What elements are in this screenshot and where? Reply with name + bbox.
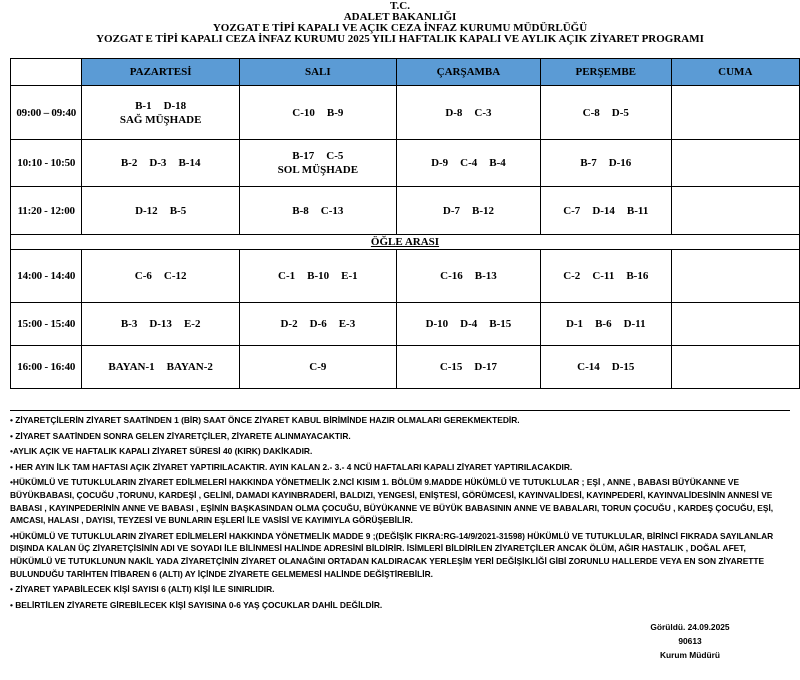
time-slot-row (11, 187, 800, 235)
schedule-cell (82, 187, 239, 235)
time-slot-label: 09:00 – 09:40 (11, 86, 82, 140)
time-slot-row (11, 140, 800, 187)
ward-code: D-4 (460, 318, 478, 330)
ward-code: B-2 (120, 157, 138, 169)
ward-code: B-15 (489, 318, 512, 330)
lunch-row (11, 235, 800, 250)
ward-list (541, 360, 671, 374)
schedule-cell (540, 303, 671, 346)
ward-list (82, 156, 238, 170)
header-line-tc: T.C. (390, 0, 410, 12)
rule-note: • HER AYIN İLK TAM HAFTASI AÇIK ZİYARET YAPTIRILACAKTIR. AYIN KALAN 2.- 3.- 4 NCÜ HAFTALARI KAPALI ZİYARET YAPTIRILACAKDIR. (10, 461, 573, 472)
schedule-cell (396, 303, 540, 346)
ward-code: B-5 (169, 204, 187, 217)
approval-date: Görüldü. 24.09.2025 (650, 622, 730, 632)
schedule-cell (396, 250, 540, 303)
schedule-cell (540, 187, 671, 235)
ward-code: B-6 (595, 318, 612, 330)
ward-code: D-1 (565, 318, 584, 330)
ward-code: D-13 (149, 318, 172, 330)
ward-list (240, 317, 396, 331)
divider (10, 410, 790, 411)
schedule-cell (239, 140, 396, 187)
corner-cell (11, 59, 82, 86)
time-slot-label: 14:00 - 14:40 (11, 250, 82, 303)
ward-code: B-11 (626, 204, 649, 217)
ward-code: D-6 (309, 318, 327, 330)
schedule-cell (540, 86, 671, 140)
day-header: ÇARŞAMBA (396, 59, 540, 86)
time-slot-row (11, 250, 800, 303)
time-slot-row (11, 346, 800, 389)
time-slot-label: 11:20 - 12:00 (11, 187, 82, 235)
schedule-cell (540, 250, 671, 303)
ward-code: C-11 (592, 270, 615, 282)
schedule-cell (396, 86, 540, 140)
ward-code: B-10 (307, 270, 330, 282)
rule-note: • ZİYARETÇİLERİN ZİYARET SAATİNDEN 1 (BİR) SAAT ÖNCE ZİYARET KABUL BİRİMİNDE HAZIR OLMALARI GEREKMEKTEDİR. (10, 415, 520, 425)
observation-label: SAĞ MÜŞHADE (119, 113, 202, 126)
ward-code: E-2 (183, 318, 201, 330)
ward-code: C-16 (440, 270, 463, 282)
schedule-cell (239, 187, 396, 235)
ward-list (541, 106, 671, 120)
ward-code: C-3 (474, 106, 492, 119)
ward-list (397, 360, 540, 374)
schedule-cell (82, 140, 239, 187)
time-slot-label: 15:00 - 15:40 (11, 303, 82, 346)
ward-list (541, 269, 671, 283)
ward-code: D-14 (592, 204, 615, 217)
schedule-cell (396, 346, 540, 389)
schedule-cell (671, 86, 799, 140)
schedule-cell (82, 346, 239, 389)
time-slot-row (11, 303, 800, 346)
ward-code: D-7 (442, 204, 460, 217)
ward-code: B-17 (292, 150, 315, 162)
schedule-cell (82, 86, 239, 140)
ward-code: C-13 (320, 204, 344, 217)
ward-code: C-7 (563, 204, 581, 217)
ward-code: C-5 (326, 150, 344, 162)
ward-code: C-4 (460, 157, 478, 169)
schedule-cell (239, 86, 396, 140)
ward-list (240, 149, 396, 163)
schedule-cell (540, 140, 671, 187)
schedule-cell (239, 250, 396, 303)
ward-code: C-8 (582, 106, 600, 119)
ward-code: D-2 (280, 318, 298, 330)
ward-code: B-16 (626, 270, 649, 282)
ward-code: C-10 (292, 106, 315, 119)
schedule-cell (239, 346, 396, 389)
ward-list (397, 317, 540, 331)
ward-code: D-17 (474, 361, 498, 373)
schedule-cell (396, 140, 540, 187)
schedule-cell (671, 303, 799, 346)
ward-code: B-13 (474, 270, 497, 282)
ward-list (82, 317, 238, 331)
ward-code: B-9 (326, 106, 344, 119)
rule-note: • ZİYARET YAPABİLECEK KİŞİ SAYISI 6 (ALTI) KİŞİ İLE SINIRLIDIR. (10, 584, 275, 595)
schedule-cell (671, 187, 799, 235)
ward-code: B-14 (178, 157, 201, 169)
ward-code: C-2 (563, 270, 581, 282)
day-header-row (11, 59, 800, 86)
ward-code: C-1 (278, 270, 296, 282)
ward-code: BAYAN-2 (166, 361, 213, 373)
day-header: PAZARTESİ (82, 59, 239, 86)
ward-code: C-6 (134, 270, 152, 282)
ward-list (82, 99, 238, 113)
ward-code: B-12 (471, 204, 494, 217)
ward-list (82, 204, 238, 218)
header-line-institution: YOZGAT E TİPİ KAPALI VE AÇIK CEZA İNFAZ KURUMU MÜDÜRLÜĞÜ (212, 22, 588, 34)
header-line-program-title: YOZGAT E TİPİ KAPALI CEZA İNFAZ KURUMU 2025 YILI HAFTALIK KAPALI VE AYLIK AÇIK ZİYARET PROGRAMI (96, 33, 704, 45)
schedule-cell (671, 140, 799, 187)
ward-list (240, 360, 396, 374)
ward-code: D-12 (135, 204, 158, 217)
ward-code: B-3 (120, 318, 138, 330)
lunch-break-cell (11, 235, 800, 250)
ward-list (240, 269, 396, 283)
ward-code: BAYAN-1 (108, 361, 155, 373)
document-header (0, 0, 800, 45)
header-line-ministry: ADALET BAKANLIĞI (343, 11, 457, 23)
day-header: CUMA (671, 59, 799, 86)
ward-code: D-18 (163, 99, 187, 112)
ward-list (397, 106, 540, 120)
schedule-cell (396, 187, 540, 235)
ward-list (541, 317, 671, 331)
ward-code: E-3 (338, 318, 356, 330)
ward-code: B-7 (580, 157, 597, 169)
ward-list (397, 204, 540, 218)
visit-schedule-table (10, 58, 800, 389)
schedule-cell (671, 250, 799, 303)
rule-note: •HÜKÜMLÜ VE TUTUKLULARIN ZİYARET EDİLMELERİ HAKKINDA YÖNETMELİK 2.NCİ KISIM 1. BÖLÜM 9.MADDE HÜKÜMLÜ VE TUTUKLULAR ; EŞİ , ANNE , BABASI BÜYÜKANNE VE BÜYÜKBABASI, ÇOCUĞU ,TORUNU, KARDEŞİ , GELİNİ, DAMADI KAYINBRADERİ, BALDIZI, YENGESİ, ENİŞTESİ, GÖRÜMCESİ, KAYINVALİDESİ, KAYINPEDERİ, KAYINVALİDESİNİN ANNESİ VE BABASI , KAYINPEDERİNİN ANNE VE BABASI , EŞİNİN BAŞKASINDAN OLMA ÇOCUĞU, BÜYÜKANNE VE BÜYÜK BABASININ ANNE VE BABALARI, TORUN ÇOCUĞU , KARDEŞ ÇOCUĞU, EŞİ, AMCASI, HALASI , DAYISI, TEYZESİ VE BUNLARIN EŞLERİ İLE VASİSİ VE KAYIMIYLA GÖRÜŞEBİLİR. (10, 477, 774, 526)
ward-list (240, 106, 396, 120)
ward-code: D-16 (608, 157, 632, 169)
ward-code: D-9 (431, 157, 449, 169)
observation-label: SOL MÜŞHADE (277, 164, 359, 176)
schedule-cell (671, 346, 799, 389)
ward-code: D-8 (445, 106, 463, 119)
ward-list (541, 204, 671, 218)
ward-code: D-5 (611, 106, 629, 119)
day-header: SALI (239, 59, 396, 86)
ward-code: D-10 (425, 318, 449, 330)
ward-code: D-11 (623, 318, 646, 330)
schedule-cell (239, 303, 396, 346)
ward-code: C-14 (577, 361, 600, 373)
ward-list (397, 156, 540, 170)
ward-code: B-4 (489, 157, 506, 169)
day-header: PERŞEMBE (540, 59, 671, 86)
rule-note: • ZİYARET SAATİNDEN SONRA GELEN ZİYARETÇİLER, ZİYARETE ALINMAYACAKTIR. (10, 430, 351, 441)
afternoon-slots (11, 250, 800, 389)
ward-code: D-3 (149, 157, 167, 169)
rule-note: • BELİRTİLEN ZİYARETE GİREBİLECEK KİŞİ SAYISINA 0-6 YAŞ ÇOCUKLAR DAHİL DEĞİLDİR. (10, 599, 383, 610)
ward-list (82, 360, 238, 374)
ward-code: E-1 (341, 270, 358, 282)
morning-slots (11, 86, 800, 235)
ward-list (240, 204, 396, 218)
ward-code: C-9 (309, 361, 327, 373)
schedule-cell (540, 346, 671, 389)
rule-note: •AYLIK AÇIK VE HAFTALIK KAPALI ZİYARET SÜRESİ 40 (KIRK) DAKİKADIR. (10, 446, 313, 457)
schedule-cell (82, 250, 239, 303)
approval-number: 90613 (678, 636, 702, 646)
time-slot-row (11, 86, 800, 140)
ward-code: B-8 (292, 204, 309, 217)
rule-note: •HÜKÜMLÜ VE TUTUKLULARIN ZİYARET EDİLMELERİ HAKKINDA YÖNETMELİK MADDE 9 ;(DEĞİŞİK FIKRA:RG-14/9/2021-31598) HÜKÜMLÜ VE TUTUKLULAR, BİRİNCİ FIKRADA SAYILANLAR DIŞINDA KALAN ÜÇ ZİYARETÇİSİNİN ADI VE SOYADI İLE BİLİNMESİ HALİNDE ADRESİNİ BİLDİRİR. İSİMLERİ BİLDİRİLEN ZİYARETÇİLER ANCAK ÖLÜM, AĞIR HASTALIK , DOĞAL AFET, HÜKÜMLÜ VE TUTUKLUNUN NAKİL YADA ZİYARETÇİNİN ZİYARET OLANAĞINI ORTADAN KALDIRACAK YERLEŞİM YERİ DEĞİŞİKLİĞİ GİBİ ZORUNLU HALLERDE VEYA EN SON ZİYARETTE BULUNDUĞU TARİHTEN İTİBAREN 6 (ALTI) AY İÇİNDE ZİYARETE GELMEMESİ HALİNDE DEĞİŞTİREBİLİR. (10, 530, 774, 579)
schedule-cell (82, 303, 239, 346)
ward-list (541, 156, 671, 170)
ward-code: B-1 (135, 99, 152, 112)
lunch-break-label: ÖĞLE ARASI (370, 236, 440, 248)
ward-list (397, 269, 540, 283)
ward-code: C-12 (163, 270, 187, 282)
rules-notes (10, 414, 790, 611)
approval-title: Kurum Müdürü (659, 650, 720, 660)
approval-block (620, 620, 760, 662)
ward-list (82, 269, 238, 283)
ward-code: C-15 (439, 361, 463, 373)
ward-code: D-15 (611, 361, 635, 373)
time-slot-label: 10:10 - 10:50 (11, 140, 82, 187)
time-slot-label: 16:00 - 16:40 (11, 346, 82, 389)
